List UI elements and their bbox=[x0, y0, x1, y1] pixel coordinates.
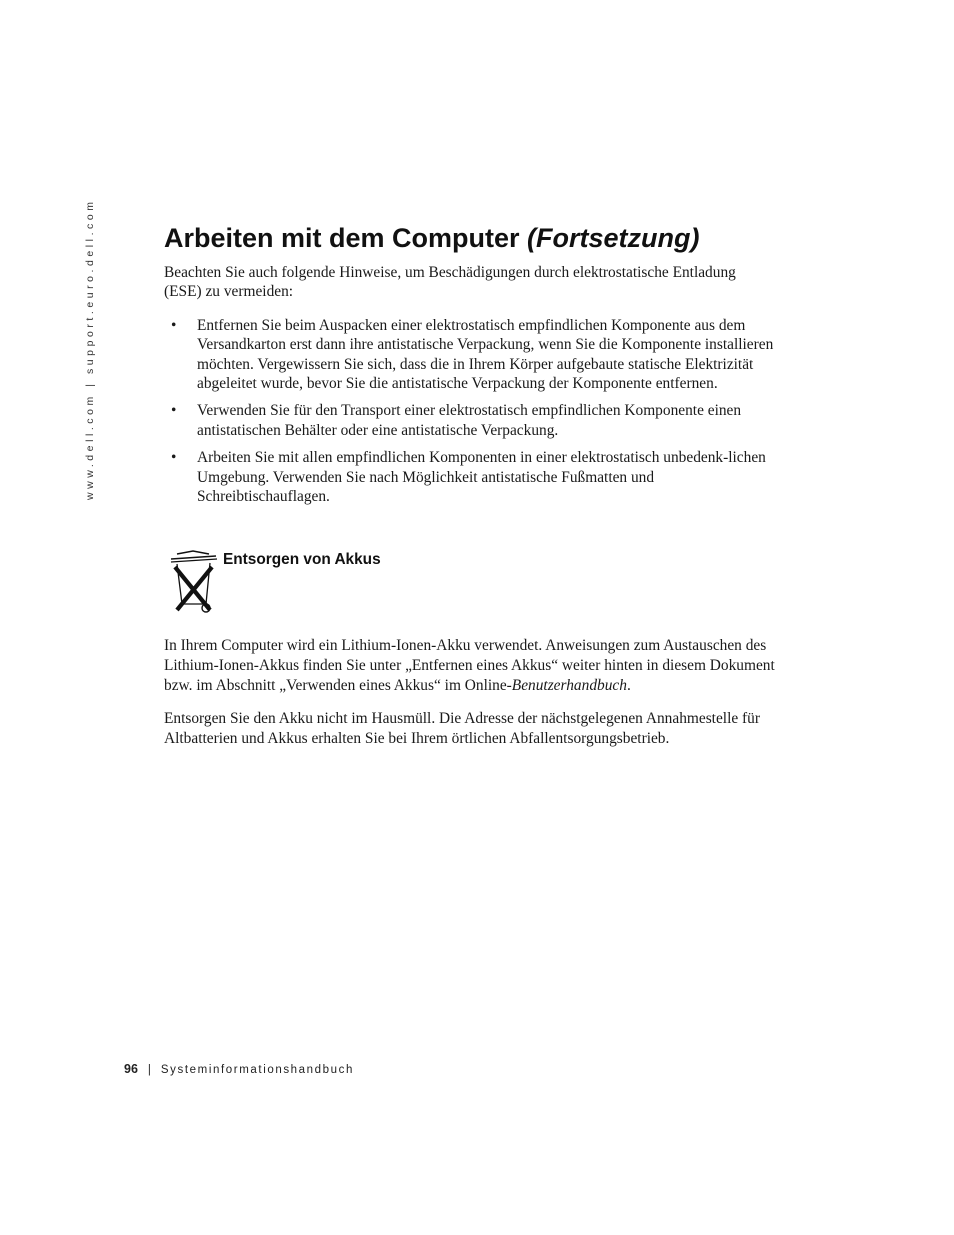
list-item-text: Arbeiten Sie mit allen empfindlichen Komponenten in einer elektrostatisch unbedenk-lichen Umgebung. Verwenden Sie nach Möglichkeit antistatische Fußmatten und Schreibtischauflagen. bbox=[197, 449, 766, 506]
bullet-marker: • bbox=[171, 316, 177, 334]
intro-paragraph: Beachten Sie auch folgende Hinweise, um Beschädigungen durch elektrostatische Entladung (ESE) zu vermeiden: bbox=[164, 264, 736, 301]
bullet-marker: • bbox=[171, 449, 177, 467]
battery-disposal-heading bbox=[168, 548, 568, 618]
list-item bbox=[164, 401, 776, 440]
sidebar-website-url: www.dell.com | support.euro.dell.com bbox=[84, 198, 96, 500]
page-title bbox=[164, 218, 700, 258]
esd-precautions-list bbox=[164, 316, 776, 507]
battery-disposal-content bbox=[164, 636, 776, 763]
page-number: 96 bbox=[124, 1062, 138, 1076]
book-title: Systeminformationshandbuch bbox=[160, 1064, 355, 1076]
battery-info-paragraph bbox=[164, 636, 776, 695]
page-footer bbox=[124, 1062, 354, 1076]
footer-separator: | bbox=[147, 1064, 151, 1076]
list-item-text: Entfernen Sie beim Auspacken einer elektrostatisch empfindlichen Komponente aus dem Versandkarton erst dann ihre antistatische Verpackung, wenn Sie die Komponente installieren möchten. Vergewissern Sie sich, dass die in Ihrem Körper aufgebaute statische Elektrizität abgeleitet wurde, bevor Sie die antistatische Verpackung der Komponente entfernen. bbox=[197, 316, 774, 393]
list-item bbox=[164, 316, 776, 394]
main-content bbox=[164, 263, 776, 514]
disposal-paragraph: Entsorgen Sie den Akku nicht im Hausmüll. Die Adresse der nächstgelegenen Annahmestelle für Altbatterien und Akkus erhalten Sie bei Ihrem örtlichen Abfallentsorgungsbetrieb. bbox=[164, 710, 760, 748]
bullet-marker: • bbox=[171, 402, 177, 420]
crossed-out-wheelie-bin-icon bbox=[168, 548, 220, 616]
user-guide-reference: Benutzerhandbuch bbox=[511, 676, 627, 694]
list-item-text: Verwenden Sie für den Transport einer elektrostatisch empfindlichen Komponente einen antistatischen Behälter oder eine antistatische Verpackung. bbox=[197, 402, 742, 439]
section-title: Entsorgen von Akkus bbox=[223, 551, 381, 568]
list-item bbox=[164, 448, 776, 506]
battery-info-end: . bbox=[626, 676, 631, 694]
battery-info-text: In Ihrem Computer wird ein Lithium-Ionen-Akku verwendet. Anweisungen zum Austauschen des Lithium-Ionen-Akkus finden Sie unter „Entfernen eines Akkus“ weiter hinten in diesem Dokument bzw. im Abschnitt „Verwenden eines Akkus“ im Online- bbox=[164, 637, 775, 694]
page-title-continuation: (Fortsetzung) bbox=[527, 223, 700, 253]
page-title-main: Arbeiten mit dem Computer bbox=[164, 223, 528, 253]
